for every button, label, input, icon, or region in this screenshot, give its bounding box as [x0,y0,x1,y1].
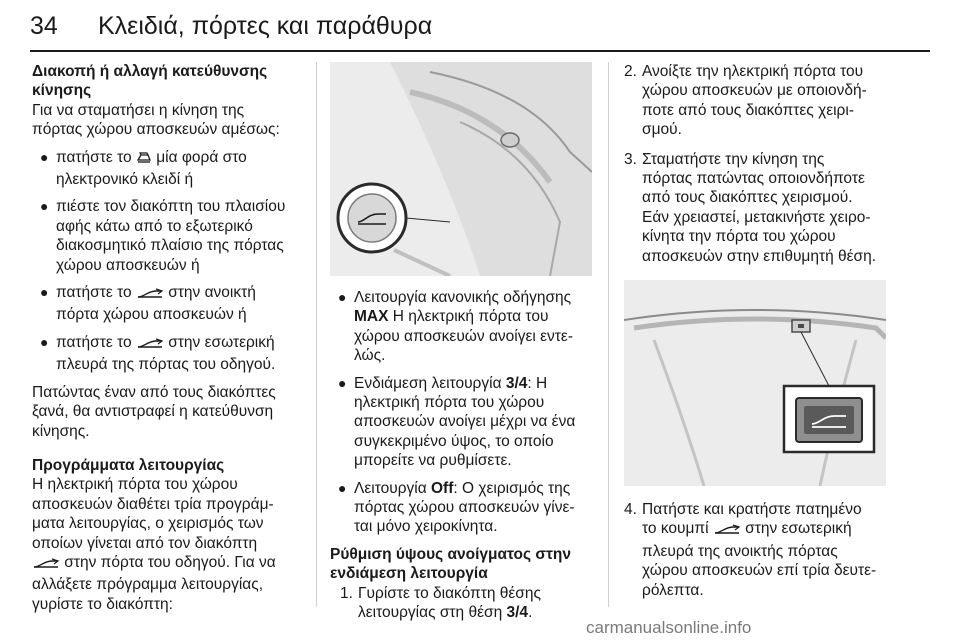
programs-text: Η ηλεκτρική πόρτα του χώρου αποσκευών διαθέτει τρία προγράμ- ματα λειτουργίας, ο χειρισμός των οποίων γίνεται από τον διακόπτη στην πόρτα του οδηγού. Για να αλλάξετε πρόγραμμα λειτουργίας, γυρίστε το διακόπτη: [32,476,276,613]
section-heading-stop: Διακοπή ή αλλαγή κατεύθυνσης κίνησης [32,63,268,100]
section-heading-programs: Προγράμματα λειτουργίας [32,456,225,474]
step-item: 2. Ανοίξτε την ηλεκτρική πόρτα του χώρου αποσκευών με οποιονδή- ποτε από τους διακόπτες χειρι- σμού. [624,63,867,139]
list-item: ● πατήστε το στην ανοικτή πόρτα χώρου αποσκευών ή [40,284,256,324]
list-item: ● Λειτουργία Off: Ο χειρισμός της πόρτας χώρου αποσκευών γίνε- ται μόνο χειροκίνητα. [338,479,575,536]
list-item: ● πιέστε τον διακόπτη του πλαισίου αφής κάτω από το εξωτερικό διακοσμητικό πλαίσιο της πόρτας χώρου αποσκευών ή [40,198,286,274]
height-steps-list [340,584,592,623]
section-heading-height: Ρύθμιση ύψους ανοίγματος στην ενδιάμεση λειτουργία [330,545,571,583]
chapter-title: Κλειδιά, πόρτες και παράθυρα [98,12,433,40]
trunk-button-icon [32,556,60,575]
intro-text: Για να σταματήσει η κίνηση της πόρτας χώρου αποσκευών αμέσως: [32,101,280,139]
column-divider-1 [316,62,317,607]
header-rule [30,50,930,52]
list-item: ● πατήστε το στην εσωτερική πλευρά της πόρτας του οδηγού. [40,333,276,374]
watermark: carmanualsonline.info [586,618,752,637]
column-3 [624,62,896,600]
trunk-button-icon [136,286,164,305]
column-1 [32,62,304,614]
page-number: 34 [30,12,58,40]
step-item: 3. Σταματήστε την κίνηση της πόρτας πατώντας οποιονδήποτε από τους διακόπτες χειρισμού. Εάν χρειαστεί, μετακινήστε χειρο- κίνητα την πόρτα του χώρου αποσκευών στην επιθυμητή θέση. [624,150,877,265]
trunk-key-icon [136,151,152,170]
tailgate-button-illustration [624,280,886,486]
height-steps-final [624,500,896,600]
list-item: ● Ενδιάμεση λειτουργία 3/4: Η ηλεκτρική πόρτα του χώρου αποσκευών ανοίγει μέχρι να ένα συγκεκριμένο ύψος, το οποίο μπορείτε να ρυθμίσετε. [338,374,576,470]
list-item: ● πατήστε το μία φορά στο ηλεκτρονικό κλειδί ή [40,148,247,189]
trunk-button-icon [713,522,741,541]
column-divider-2 [608,62,609,607]
height-steps-continued [624,62,896,266]
step-item: 1. Γυρίστε το διακόπτη θέσης λειτουργίας στη θέση 3/4. [340,584,541,622]
mode-list [330,288,592,537]
page-header [30,6,930,54]
step-item: 4. Πατήστε και κρατήστε πατημένο το κουμπί στην εσωτερική πλευρά της ανοικτής πόρτας χώρου αποσκευών επί τρία δευτε- ρόλεπτα. [624,501,877,599]
door-switch-illustration [330,62,592,276]
column-2 [330,62,592,623]
trunk-button-icon [136,336,164,355]
stop-options-list [32,148,304,375]
reverse-direction-text: Πατώντας έναν από τους διακόπτες ξανά, θα αντιστραφεί η κατεύθυνση κίνησης. [32,383,276,440]
list-item: ● Λειτουργία κανονικής οδήγησης MAX Η ηλεκτρική πόρτα του χώρου αποσκευών ανοίγει εντε- λώς. [338,289,573,365]
